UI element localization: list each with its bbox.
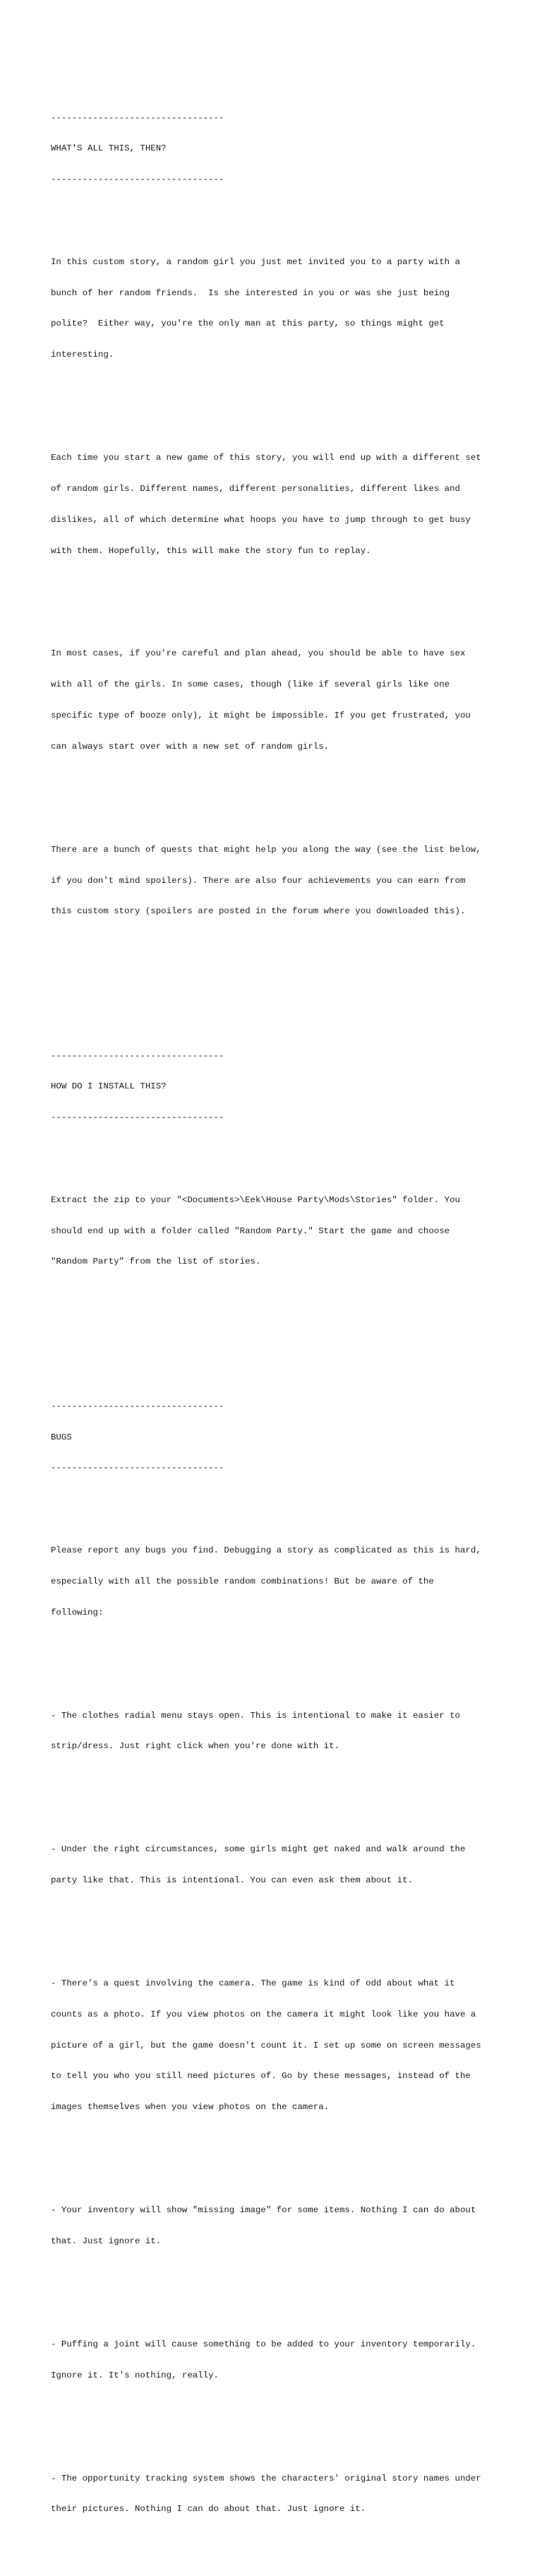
section-rule-top: --------------------------------- <box>51 112 224 123</box>
text-line: counts as a photo. If you view photos on the camera it might look like you have a <box>51 2009 476 2019</box>
text-line: should end up with a folder called "Random Party." Start the game and choose <box>51 1225 450 1236</box>
text-line: picture of a girl, but the game doesn't count it. I set up some on screen messages <box>51 2040 481 2050</box>
section-heading: WHAT'S ALL THIS, THEN? <box>51 143 167 154</box>
section-whats-all-this <box>51 92 502 989</box>
text-line: In this custom story, a random girl you just met invited you to a party with a <box>51 256 460 267</box>
text-line: - The clothes radial menu stays open. This is intentional to make it easier to <box>51 1710 460 1721</box>
text-line: Ignore it. It's nothing, really. <box>51 2370 219 2380</box>
text-line: In most cases, if you're careful and plan ahead, you should be able to have sex <box>51 648 466 659</box>
section-rule-top: --------------------------------- <box>51 1050 224 1061</box>
section-heading: BUGS <box>51 1432 72 1442</box>
text-line: party like that. This is intentional. You can even ask them about it. <box>51 1875 414 1886</box>
paragraph <box>51 432 502 576</box>
text-line: especially with all the possible random combinations! But be aware of the <box>51 1576 434 1586</box>
bug-item <box>51 1824 502 1906</box>
text-line: images themselves when you view photos on the camera. <box>51 2102 330 2113</box>
text-line: specific type of booze only), it might be impossible. If you get frustrated, you <box>51 711 471 720</box>
section-rule-bottom: --------------------------------- <box>51 1463 224 1473</box>
section-rule-bottom: --------------------------------- <box>51 174 224 185</box>
bug-item <box>51 1958 502 2133</box>
section-rule-top: --------------------------------- <box>51 1401 224 1411</box>
text-line: strip/dress. Just right click when you're done with it. <box>51 1741 339 1752</box>
text-line: if you don't mind spoilers). There are also four achievements you can earn from <box>51 875 466 886</box>
paragraph <box>51 237 502 381</box>
text-line: - Under the right circumstances, some girls might get naked and walk around the <box>51 1844 466 1855</box>
paragraph <box>51 628 502 772</box>
text-line: - The opportunity tracking system shows the characters' original story names under <box>51 2473 481 2483</box>
section-how-do-i-install <box>51 1030 502 1339</box>
text-line: Each time you start a new game of this story, you will end up with a different set <box>51 453 481 463</box>
text-line: Please report any bugs you find. Debugging a story as complicated as this is hard, <box>51 1545 481 1556</box>
text-line: - Your inventory will show "missing image" for some items. Nothing I can do about <box>51 2205 476 2216</box>
text-line: bunch of her random friends. Is she interested in you or was she just being <box>51 287 450 298</box>
paragraph <box>51 1175 502 1288</box>
text-line: dislikes, all of which determine what hoops you have to jump through to get busy <box>51 514 471 525</box>
text-line: of random girls. Different names, different personalities, different likes and <box>51 483 460 494</box>
text-line: this custom story (spoilers are posted in the forum where you downloaded this). <box>51 906 466 917</box>
section-heading: HOW DO I INSTALL THIS? <box>51 1081 167 1092</box>
document-body <box>51 51 502 2576</box>
text-line: "Random Party" from the list of stories. <box>51 1257 261 1267</box>
bug-item <box>51 2185 502 2267</box>
bug-item <box>51 2452 502 2535</box>
section-rule-bottom: --------------------------------- <box>51 1112 224 1123</box>
text-line: with all of the girls. In some cases, though (like if several girls like one <box>51 679 450 690</box>
bug-item <box>51 1690 502 1772</box>
text-line: - There's a quest involving the camera. The game is kind of odd about what it <box>51 1978 455 1989</box>
text-line: can always start over with a new set of random girls. <box>51 741 330 752</box>
text-line: that. Just ignore it. <box>51 2236 162 2246</box>
text-line: - Puffing a joint will cause something to be added to your inventory temporarily. <box>51 2339 476 2349</box>
text-line: following: <box>51 1607 104 1618</box>
text-line: There are a bunch of quests that might help you along the way (see the list below, <box>51 844 481 855</box>
text-line: Extract the zip to your "<Documents>\Eek\House Party\Mods\Stories" folder. You <box>51 1194 460 1205</box>
text-line: to tell you who you still need pictures of. Go by these messages, instead of the <box>51 2071 471 2082</box>
paragraph <box>51 1525 502 1639</box>
text-line: with them. Hopefully, this will make the story fun to replay. <box>51 545 371 556</box>
text-line: interesting. <box>51 350 114 360</box>
text-line: polite? Either way, you're the only man at this party, so things might get <box>51 319 445 329</box>
bug-item <box>51 2319 502 2402</box>
section-bugs <box>51 1381 502 2556</box>
text-line: their pictures. Nothing I can do about that. Just ignore it. <box>51 2504 366 2515</box>
paragraph <box>51 824 502 938</box>
